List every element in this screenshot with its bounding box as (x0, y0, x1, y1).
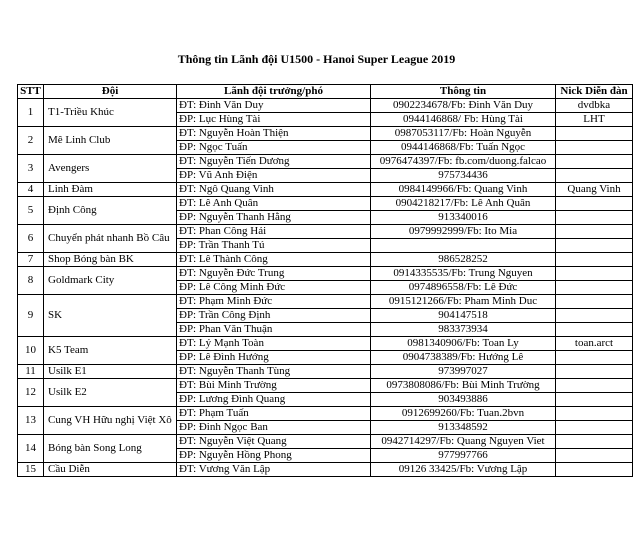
cell-leader: ĐP: Lục Hùng Tài (177, 113, 371, 127)
cell-info: 913340016 (371, 211, 556, 225)
cell-info: 0984149966/Fb: Quang Vinh (371, 183, 556, 197)
cell-team: Usilk E2 (44, 379, 177, 407)
cell-info: 0944146868/Fb: Tuấn Ngọc (371, 141, 556, 155)
page-title: Thông tin Lãnh đội U1500 - Hanoi Super League 2019 (177, 52, 456, 66)
cell-nick: toan.arct (556, 337, 633, 351)
cell-leader: ĐT: Nguyễn Việt Quang (177, 435, 371, 449)
cell-leader: ĐT: Nguyễn Thanh Tùng (177, 365, 371, 379)
cell-stt: 6 (18, 225, 44, 253)
cell-info: 0944146868/ Fb: Hùng Tài (371, 113, 556, 127)
cell-team: Shop Bóng bàn BK (44, 253, 177, 267)
cell-team: Mê Linh Club (44, 127, 177, 155)
team-leader-table (17, 84, 633, 477)
cell-team: Chuyển phát nhanh Bồ Câu (44, 225, 177, 253)
cell-leader: ĐT: Phạm Tuấn (177, 407, 371, 421)
cell-leader: ĐT: Lê Anh Quân (177, 197, 371, 211)
cell-nick (556, 141, 633, 155)
table-row (18, 337, 633, 351)
cell-info: 0915121266/Fb: Pham Minh Duc (371, 295, 556, 309)
cell-nick (556, 435, 633, 449)
header-leader: Lãnh đội trưởng/phó (177, 85, 371, 99)
cell-leader: ĐP: Phan Văn Thuận (177, 323, 371, 337)
cell-nick (556, 421, 633, 435)
cell-nick (556, 281, 633, 295)
cell-stt: 11 (18, 365, 44, 379)
cell-team: Định Công (44, 197, 177, 225)
cell-stt: 15 (18, 463, 44, 477)
cell-leader: ĐP: Nguyễn Thanh Hằng (177, 211, 371, 225)
cell-stt: 4 (18, 183, 44, 197)
cell-leader: ĐP: Trần Thanh Tú (177, 239, 371, 253)
cell-info: 977997766 (371, 449, 556, 463)
cell-info: 0973808086/Fb: Bùi Minh Trường (371, 379, 556, 393)
cell-nick: dvdbka (556, 99, 633, 113)
cell-leader: ĐT: Phan Công Hải (177, 225, 371, 239)
table-row (18, 127, 633, 141)
cell-info: 0904738389/Fb: Hướng Lê (371, 351, 556, 365)
cell-leader: ĐP: Lương Đình Quang (177, 393, 371, 407)
cell-team: Avengers (44, 155, 177, 183)
cell-leader: ĐT: Bùi Minh Trường (177, 379, 371, 393)
cell-stt: 13 (18, 407, 44, 435)
cell-nick (556, 407, 633, 421)
cell-info: 913348592 (371, 421, 556, 435)
cell-info: 975734436 (371, 169, 556, 183)
cell-team: Cung VH Hữu nghị Việt Xô (44, 407, 177, 435)
cell-team: SK (44, 295, 177, 337)
cell-nick (556, 351, 633, 365)
cell-info: 09126 33425/Fb: Vương Lập (371, 463, 556, 477)
cell-stt: 12 (18, 379, 44, 407)
table-row (18, 295, 633, 309)
cell-leader: ĐP: Lê Đình Hướng (177, 351, 371, 365)
cell-nick (556, 267, 633, 281)
cell-nick (556, 225, 633, 239)
cell-team: Goldmark City (44, 267, 177, 295)
cell-team: Linh Đàm (44, 183, 177, 197)
table-header-row (18, 85, 633, 99)
cell-leader: ĐP: Trần Công Định (177, 309, 371, 323)
cell-info: 0914335535/Fb: Trung Nguyen (371, 267, 556, 281)
cell-stt: 5 (18, 197, 44, 225)
cell-team: T1-Triều Khúc (44, 99, 177, 127)
header-info: Thông tin (371, 85, 556, 99)
table-body (18, 99, 633, 477)
table-row (18, 267, 633, 281)
table-row (18, 463, 633, 477)
cell-info: 0942714297/Fb: Quang Nguyen Viet (371, 435, 556, 449)
cell-nick (556, 463, 633, 477)
cell-nick (556, 449, 633, 463)
cell-info: 0981340906/Fb: Toan Ly (371, 337, 556, 351)
cell-leader: ĐT: Nguyễn Đức Trung (177, 267, 371, 281)
cell-nick (556, 253, 633, 267)
cell-info: 986528252 (371, 253, 556, 267)
table-row (18, 183, 633, 197)
cell-info: 973997027 (371, 365, 556, 379)
cell-stt: 7 (18, 253, 44, 267)
cell-nick (556, 197, 633, 211)
cell-leader: ĐP: Lê Công Minh Đức (177, 281, 371, 295)
cell-team: Bóng bàn Song Long (44, 435, 177, 463)
table-row (18, 225, 633, 239)
cell-nick (556, 365, 633, 379)
cell-nick (556, 323, 633, 337)
cell-info (371, 239, 556, 253)
cell-leader: ĐT: Nguyễn Hoàn Thiện (177, 127, 371, 141)
cell-stt: 10 (18, 337, 44, 365)
cell-team: K5 Team (44, 337, 177, 365)
cell-leader: ĐT: Vương Văn Lập (177, 463, 371, 477)
cell-info: 0976474397/Fb: fb.com/duong.falcao (371, 155, 556, 169)
cell-nick (556, 239, 633, 253)
cell-leader: ĐT: Ngô Quang Vinh (177, 183, 371, 197)
table-row (18, 197, 633, 211)
cell-nick (556, 155, 633, 169)
table-row (18, 407, 633, 421)
header-team: Đội (44, 85, 177, 99)
table-row (18, 155, 633, 169)
cell-stt: 3 (18, 155, 44, 183)
cell-leader: ĐP: Nguyễn Hồng Phong (177, 449, 371, 463)
cell-info: 903493886 (371, 393, 556, 407)
cell-stt: 2 (18, 127, 44, 155)
cell-leader: ĐT: Lê Thành Công (177, 253, 371, 267)
cell-nick (556, 127, 633, 141)
cell-team: Cầu Diễn (44, 463, 177, 477)
cell-nick: LHT (556, 113, 633, 127)
cell-info: 0987053117/Fb: Hoàn Nguyễn (371, 127, 556, 141)
header-stt: STT (18, 85, 44, 99)
cell-stt: 8 (18, 267, 44, 295)
cell-nick (556, 393, 633, 407)
cell-leader: ĐP: Đinh Ngọc Ban (177, 421, 371, 435)
cell-nick (556, 169, 633, 183)
table-row (18, 365, 633, 379)
table-row (18, 253, 633, 267)
table-row (18, 379, 633, 393)
table-row (18, 99, 633, 113)
cell-info: 0979992999/Fb: Ito Mia (371, 225, 556, 239)
cell-info: 904147518 (371, 309, 556, 323)
cell-leader: ĐT: Đinh Văn Duy (177, 99, 371, 113)
cell-info: 0904218217/Fb: Lê Anh Quân (371, 197, 556, 211)
cell-info: 0902234678/Fb: Đinh Văn Duy (371, 99, 556, 113)
header-nick: Nick Diễn đàn (556, 85, 633, 99)
cell-info: 0912699260/Fb: Tuan.2bvn (371, 407, 556, 421)
cell-leader: ĐP: Vũ Anh Điện (177, 169, 371, 183)
cell-stt: 14 (18, 435, 44, 463)
cell-leader: ĐT: Phạm Minh Đức (177, 295, 371, 309)
cell-nick (556, 211, 633, 225)
cell-nick (556, 309, 633, 323)
cell-stt: 9 (18, 295, 44, 337)
cell-leader: ĐP: Ngọc Tuấn (177, 141, 371, 155)
cell-nick (556, 379, 633, 393)
table-row (18, 435, 633, 449)
cell-nick: Quang Vinh (556, 183, 633, 197)
cell-nick (556, 295, 633, 309)
cell-stt: 1 (18, 99, 44, 127)
cell-info: 983373934 (371, 323, 556, 337)
cell-leader: ĐT: Nguyễn Tiến Dương (177, 155, 371, 169)
cell-leader: ĐT: Lý Mạnh Toàn (177, 337, 371, 351)
cell-info: 0974896558/Fb: Lê Đức (371, 281, 556, 295)
cell-team: Usilk E1 (44, 365, 177, 379)
